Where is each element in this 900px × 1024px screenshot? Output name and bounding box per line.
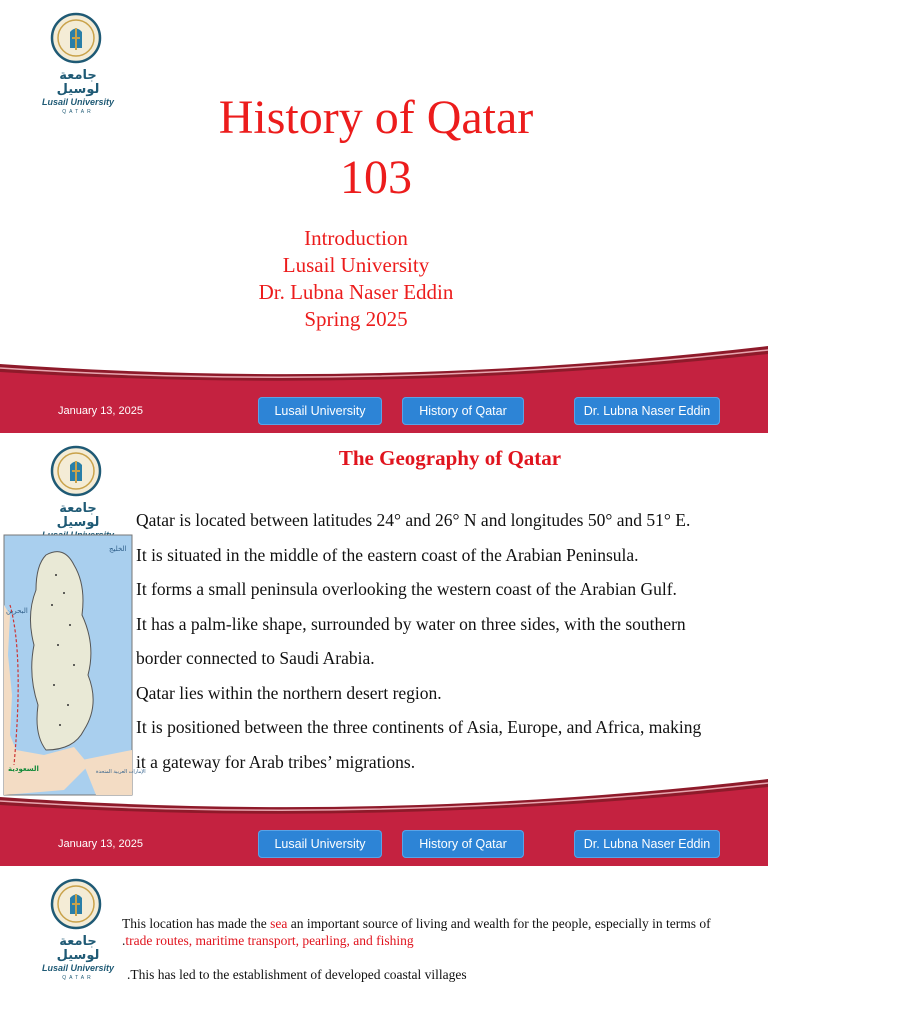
coastal-villages-line: .This has led to the establishment of developed coastal villages — [127, 967, 467, 982]
emblem-icon — [50, 12, 102, 64]
paragraph-line: it a gateway for Arab tribes’ migrations. — [136, 751, 416, 772]
footer-date: January 13, 2025 — [58, 838, 144, 850]
footer-university-button[interactable]: Lusail University — [258, 397, 382, 425]
logo-country-text: QATAR — [62, 975, 94, 981]
paragraph-line: It has a palm-like shape, surrounded by water on three sides, with the southern — [136, 613, 686, 634]
highlight-sea: sea — [270, 916, 288, 931]
subtitle-line: Lusail University — [282, 253, 430, 277]
sea-sentence-line1 — [122, 915, 711, 932]
map-label-saudi: السعودية — [8, 765, 39, 773]
highlight-activities: trade routes, maritime transport, pearling, and fishing — [125, 933, 414, 948]
subtitle-line: Introduction — [304, 226, 408, 250]
footer-instructor-button[interactable]: Dr. Lubna Naser Eddin — [574, 397, 720, 425]
text-fragment: . — [122, 933, 126, 948]
paragraph-line: It is positioned between the three continents of Asia, Europe, and Africa, making — [136, 717, 702, 737]
logo-arabic-text: جامعة لوسيل — [56, 68, 100, 97]
paragraph-line: It is situated in the middle of the eastern coast of the Arabian Peninsula. — [136, 544, 639, 565]
slide-sea-importance[interactable] — [0, 866, 768, 1024]
text-fragment: This location has made the — [122, 916, 271, 931]
subtitle-line: Dr. Lubna Naser Eddin — [258, 280, 454, 304]
decorative-swoosh — [0, 779, 768, 829]
paragraph-line: It forms a small peninsula overlooking the western coast of the Arabian Gulf. — [136, 579, 677, 599]
decorative-swoosh — [0, 346, 768, 396]
logo-arabic-text: جامعة لوسيل — [56, 501, 100, 530]
logo-english-text: Lusail University — [41, 97, 115, 107]
university-logo — [38, 878, 118, 982]
footer-course-button[interactable]: History of Qatar — [402, 397, 524, 425]
slide-footer — [0, 827, 768, 867]
text-fragment: an important source of living and wealth for the people, especially in terms of — [287, 916, 711, 931]
slide-title[interactable] — [0, 0, 768, 432]
footer-course-button[interactable]: History of Qatar — [402, 830, 524, 858]
paragraph-line: Qatar is located between latitudes 24° and 26° N and longitudes 50° and 51° E. — [136, 510, 691, 530]
slide-geography[interactable] — [0, 433, 768, 865]
paragraph-line: border connected to Saudi Arabia. — [136, 648, 375, 668]
logo-country-text: QATAR — [62, 109, 94, 115]
emblem-icon — [50, 878, 102, 930]
sea-sentence-line2 — [122, 932, 414, 949]
footer-instructor-button[interactable]: Dr. Lubna Naser Eddin — [574, 830, 720, 858]
map-label-bahrain: البحرين — [6, 607, 28, 615]
map-label-gulf: الخليج — [109, 545, 127, 553]
slide-footer — [0, 394, 768, 434]
logo-arabic-text: جامعة لوسيل — [56, 934, 100, 963]
subtitle-line: Spring 2025 — [304, 307, 408, 331]
footer-date: January 13, 2025 — [58, 405, 144, 417]
slide-title-line1: History of Qatar — [218, 91, 534, 144]
map-label-uae: الإمارات العربية المتحدة — [96, 769, 146, 775]
slide-title-line2: 103 — [340, 151, 412, 204]
geography-paragraph — [136, 503, 761, 779]
paragraph-line: Qatar lies within the northern desert region. — [136, 682, 442, 703]
qatar-map-image — [4, 535, 146, 795]
footer-university-button[interactable]: Lusail University — [258, 830, 382, 858]
section-heading: The Geography of Qatar — [338, 446, 562, 470]
logo-english-text: Lusail University — [41, 963, 115, 973]
